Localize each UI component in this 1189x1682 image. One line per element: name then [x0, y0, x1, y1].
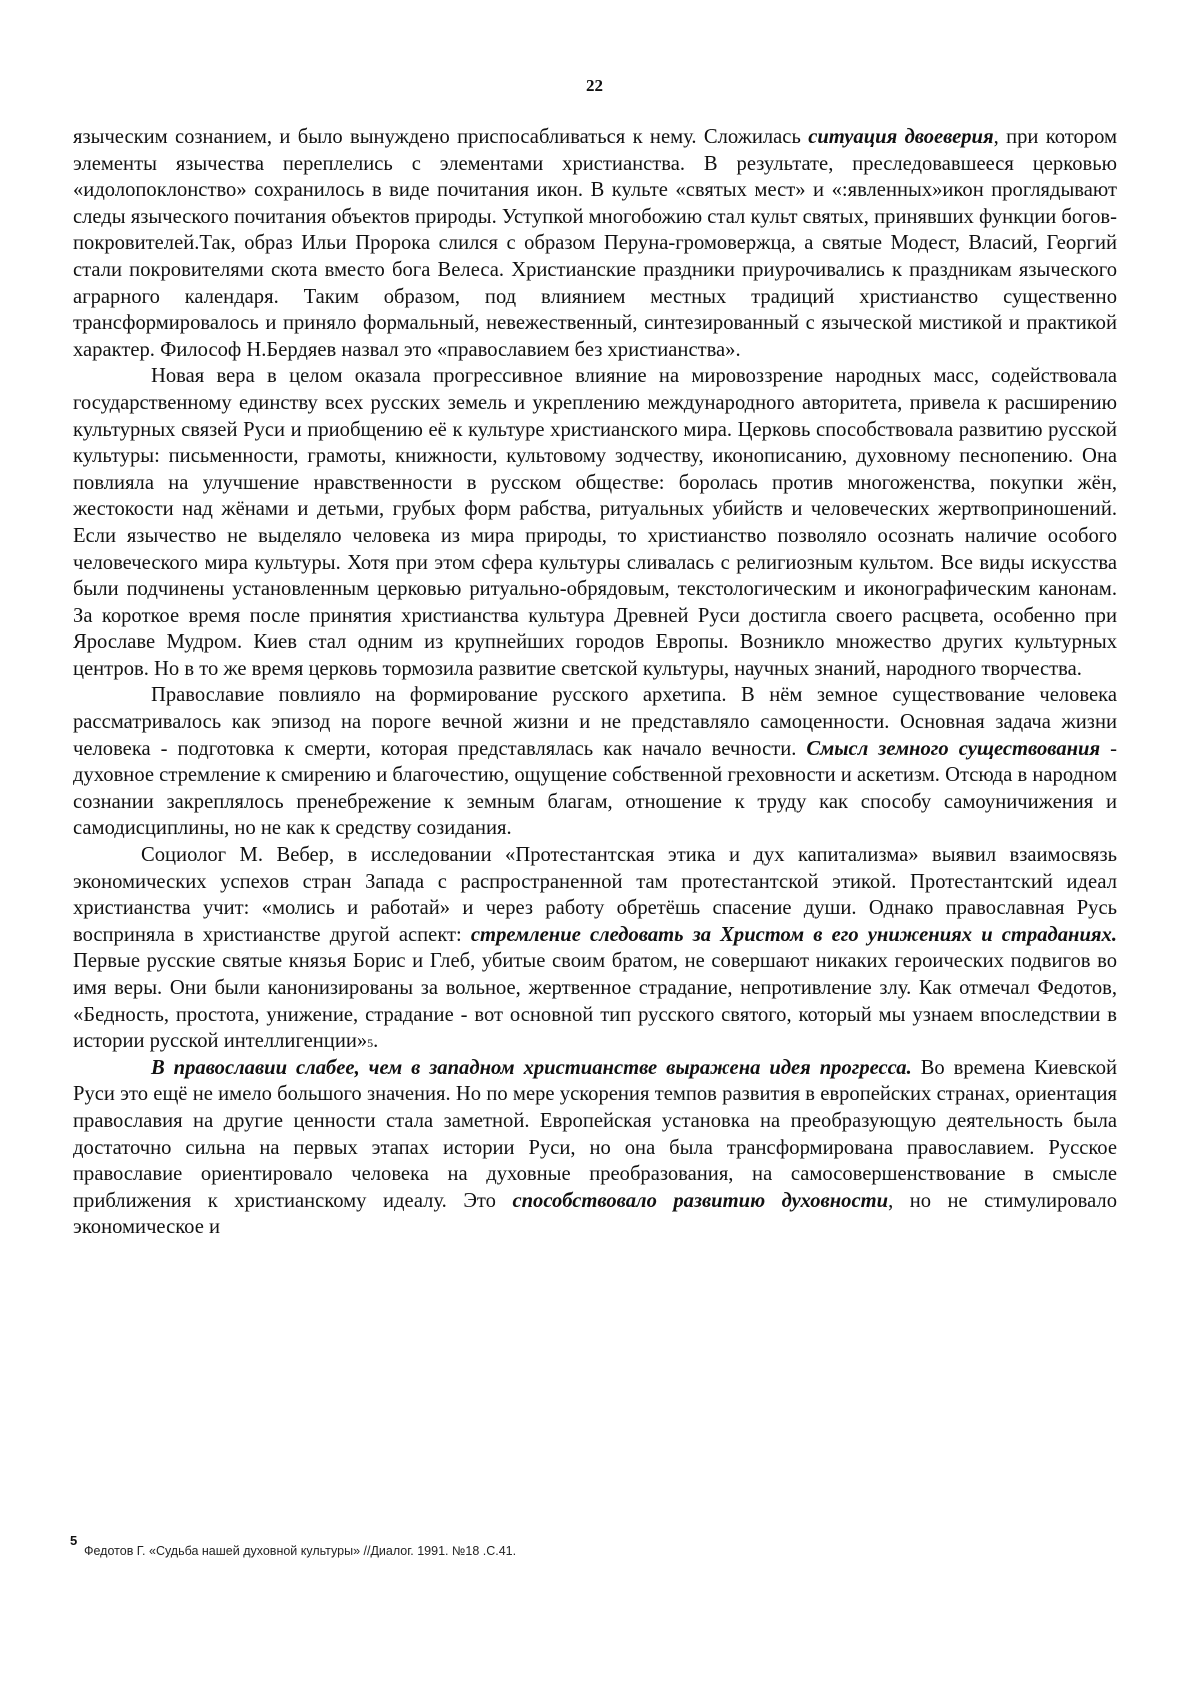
paragraph	[73, 842, 1117, 1055]
emphasized-phrase: Смысл земного существования	[806, 737, 1101, 760]
paragraph	[73, 682, 1117, 842]
body-text	[73, 124, 1117, 1241]
emphasized-phrase: стремление следовать за Христом в его унижениях и страданиях.	[470, 923, 1117, 946]
text-run: Социолог М. Вебер, в исследовании «Протестантская этика и дух капитализма» выявил взаимосвязь экономических успехов стран Запада с распространенной там протестантской этикой. Протестантский идеал христианства учит: «молись и работай» и через работу обретёшь спасение души. Однако православная Русь восприняла в христианстве другой аспект:	[73, 844, 1117, 946]
paragraph	[73, 1055, 1117, 1241]
footnote-reference: 5	[367, 1036, 374, 1051]
text-run: Новая вера в целом оказала прогрессивное влияние на мировоззрение народных масс, содействовала государственному единству всех русских земель и укреплению международного авторитета, привела к расширению культурных связей Руси и приобщению её к культуре христианского мира. Церковь способствовала развитию русской культуры: письменности, грамоты, книжности, культовому зодчеству, иконописанию, духовному песнопению. Она повлияла на улучшение нравственности в русском обществе: боролась против многоженства, покупки жён, жестокости над жёнами и детьми, грубых форм рабства, ритуальных убийств и человеческих жертвоприношений. Если язычество не выделяло человека из мира природы, то христианство позволяло осознать наличие особого человеческого мира культуры. Хотя при этом сфера культуры сливалась с религиозным культом. Все виды искусства были подчинены установленным церковью ритуально-обрядовым, текстологическим и иконографическим канонам. За короткое время после принятия христианства культура Древней Руси достигла своего расцвета, особенно при Ярославе Мудром. Киев стал одним из крупнейших городов Европы. Возникло множество других культурных центров. Но в то же время церковь тормозила развитие светской культуры, научных знаний, народного творчества.	[73, 365, 1117, 680]
footnote-mark: 5	[70, 1533, 78, 1548]
paragraph	[73, 363, 1117, 682]
text-run: , при котором элементы язычества переплелись с элементами христианства. В результате, преследовавшееся церковью «идолопоклонство» сохранилось в виде почитания икон. В культе «святых мест» и «:явленных»икон проглядывают следы языческого почитания объектов природы. Уступкой многобожию стал культ святых, принявших функции богов-покровителей.Так, образ Ильи Пророка слился с образом Перуна-громовержца, а святые Модест, Власий, Георгий стали покровителями скота вместо бога Велеса. Христианские праздники приурочивались к праздникам языческого аграрного календаря. Таким образом, под влиянием местных традиций христианство существенно трансформировалось и приняло формальный, невежественный, синтезированный с языческой мистикой и практикой характер. Философ Н.Бердяев назвал это «православием без христианства».	[73, 126, 1118, 361]
paragraph	[73, 124, 1117, 363]
emphasized-phrase: ситуация двоеверия	[808, 126, 994, 148]
page-number: 22	[586, 76, 603, 95]
text-run: , но не стимулировало экономическое и	[73, 1189, 1117, 1239]
text-run: - духовное стремление к смирению и благочестию, ощущение собственной греховности и аскетизм. Отсюда в народном сознании закреплялось пренебрежение к земным благам, отношение к труду как способу самоуничижения и самодисциплины, но не как к средству созидания.	[73, 737, 1117, 840]
emphasized-phrase: В православии слабее, чем в западном христианстве выражена идея прогресса.	[151, 1056, 912, 1079]
text-run: Первые русские святые князья Борис и Глеб, убитые своим братом, не совершают никаких героических подвигов во имя веры. Они были канонизированы за вольное, жертвенное страдание, непротивление злу. Как отмечал Федотов, «Бедность, простота, унижение, страдание - вот основной тип русского святого, который мы узнаем впоследствии в истории русской интеллигенции»	[73, 950, 1117, 1053]
text-run: Во времена Киевской Руси это ещё не имело большого значения. Но по мере ускорения темпов развития в европейских странах, ориентация православия на другие ценности стала заметной. Европейская установка на преобразующую деятельность была достаточно сильна на первых этапах истории Руси, но она была трансформирована православием. Русское православие ориентировало человека на духовные преобразования, на самосовершенствование в смысле приближения к христианскому идеалу. Это	[73, 1056, 1118, 1212]
text-run: Православие повлияло на формирование русского архетипа. В нём земное существование человека рассматривалось как эпизод на пороге вечной жизни и не представляло самоценности. Основная задача жизни человека - подготовка к смерти, которая представлялась как начало вечности.	[73, 684, 1117, 760]
text-run: .	[373, 1030, 379, 1053]
footnote-text: Федотов Г. «Судьба нашей духовной культуры» //Диалог. 1991. №18 .С.41.	[84, 1544, 517, 1558]
text-run: языческим сознанием, и было вынуждено приспосабливаться к нему. Сложилась	[73, 126, 809, 148]
emphasized-phrase: способствовало развитию духовности	[512, 1189, 889, 1212]
